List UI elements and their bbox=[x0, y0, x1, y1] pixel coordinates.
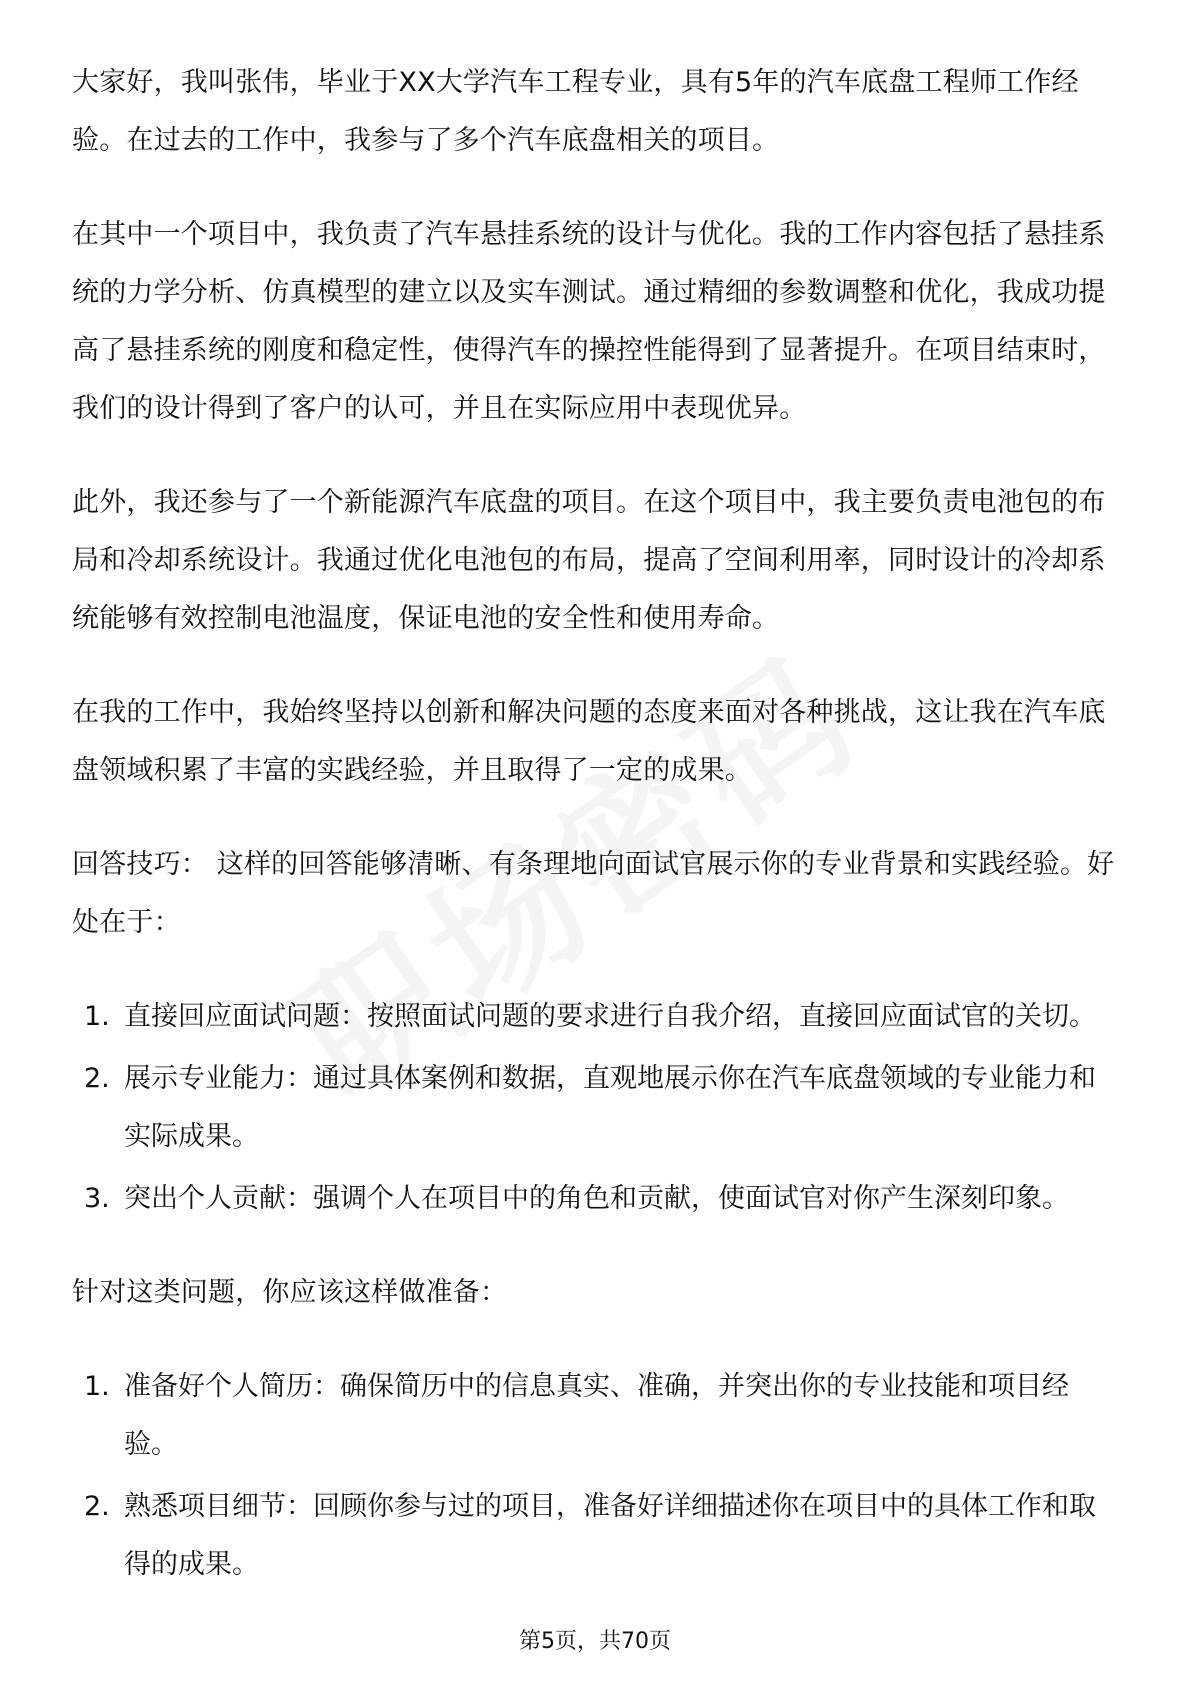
suspension-project-paragraph: 在其中一个项目中，我负责了汽车悬挂系统的设计与优化。我的工作内容包括了悬挂系统的力学分析、仿真模型的建立以及实车测试。通过精细的参数调整和优化，我成功提高了悬挂系统的刚度和稳定性，使得汽车的操控性能得到了显著提升。在项目结束时，我们的设计得到了客户的认可，并且在实际应用中表现优异。 bbox=[72, 219, 1106, 424]
intro-paragraph: 大家好，我叫张伟，毕业于XX大学汽车工程专业，具有5年的汽车底盘工程师工作经验。在过去的工作中，我参与了多个汽车底盘相关的项目。 bbox=[72, 67, 1079, 156]
list-item-text: 展示专业能力：通过具体案例和数据，直观地展示你在汽车底盘领域的专业能力和实际成果。 bbox=[124, 1063, 1096, 1152]
list-number: 2. bbox=[84, 1491, 110, 1522]
list-number: 2. bbox=[84, 1063, 110, 1094]
list-item bbox=[72, 1478, 1122, 1594]
list-item-text: 直接回应面试问题：按照面试问题的要求进行自我介绍，直接回应面试官的关切。 bbox=[124, 1001, 1096, 1032]
answer-tips-paragraph: 回答技巧： 这样的回答能够清晰、有条理地向面试官展示你的专业背景和实践经验。好处在于： bbox=[72, 849, 1115, 938]
list-item bbox=[72, 988, 1122, 1046]
page-number-footer: 第5页，共70页 bbox=[519, 1629, 671, 1654]
list-item bbox=[72, 1170, 1122, 1228]
list-number: 3. bbox=[84, 1183, 110, 1214]
preparation-list bbox=[72, 1358, 1122, 1594]
summary-paragraph: 在我的工作中，我始终坚持以创新和解决问题的态度来面对各种挑战，这让我在汽车底盘领域积累了丰富的实践经验，并且取得了一定的成果。 bbox=[72, 697, 1106, 786]
list-item-text: 突出个人贡献：强调个人在项目中的角色和贡献，使面试官对你产生深刻印象。 bbox=[124, 1183, 1069, 1214]
list-number: 1. bbox=[84, 1371, 110, 1402]
list-item-text: 熟悉项目细节：回顾你参与过的项目，准备好详细描述你在项目中的具体工作和取得的成果。 bbox=[124, 1491, 1096, 1580]
list-item bbox=[72, 1358, 1122, 1474]
list-number: 1. bbox=[84, 1001, 110, 1032]
ev-project-paragraph: 此外，我还参与了一个新能源汽车底盘的项目。在这个项目中，我主要负责电池包的布局和冷却系统设计。我通过优化电池包的布局，提高了空间利用率，同时设计的冷却系统能够有效控制电池温度，保证电池的安全性和使用寿命。 bbox=[72, 487, 1106, 634]
page-content bbox=[72, 54, 1122, 1630]
preparation-intro: 针对这类问题，你应该这样做准备： bbox=[72, 1277, 508, 1308]
list-item bbox=[72, 1050, 1122, 1166]
list-item-text: 准备好个人简历：确保简历中的信息真实、准确，并突出你的专业技能和项目经验。 bbox=[124, 1371, 1069, 1460]
benefits-list bbox=[72, 988, 1122, 1228]
